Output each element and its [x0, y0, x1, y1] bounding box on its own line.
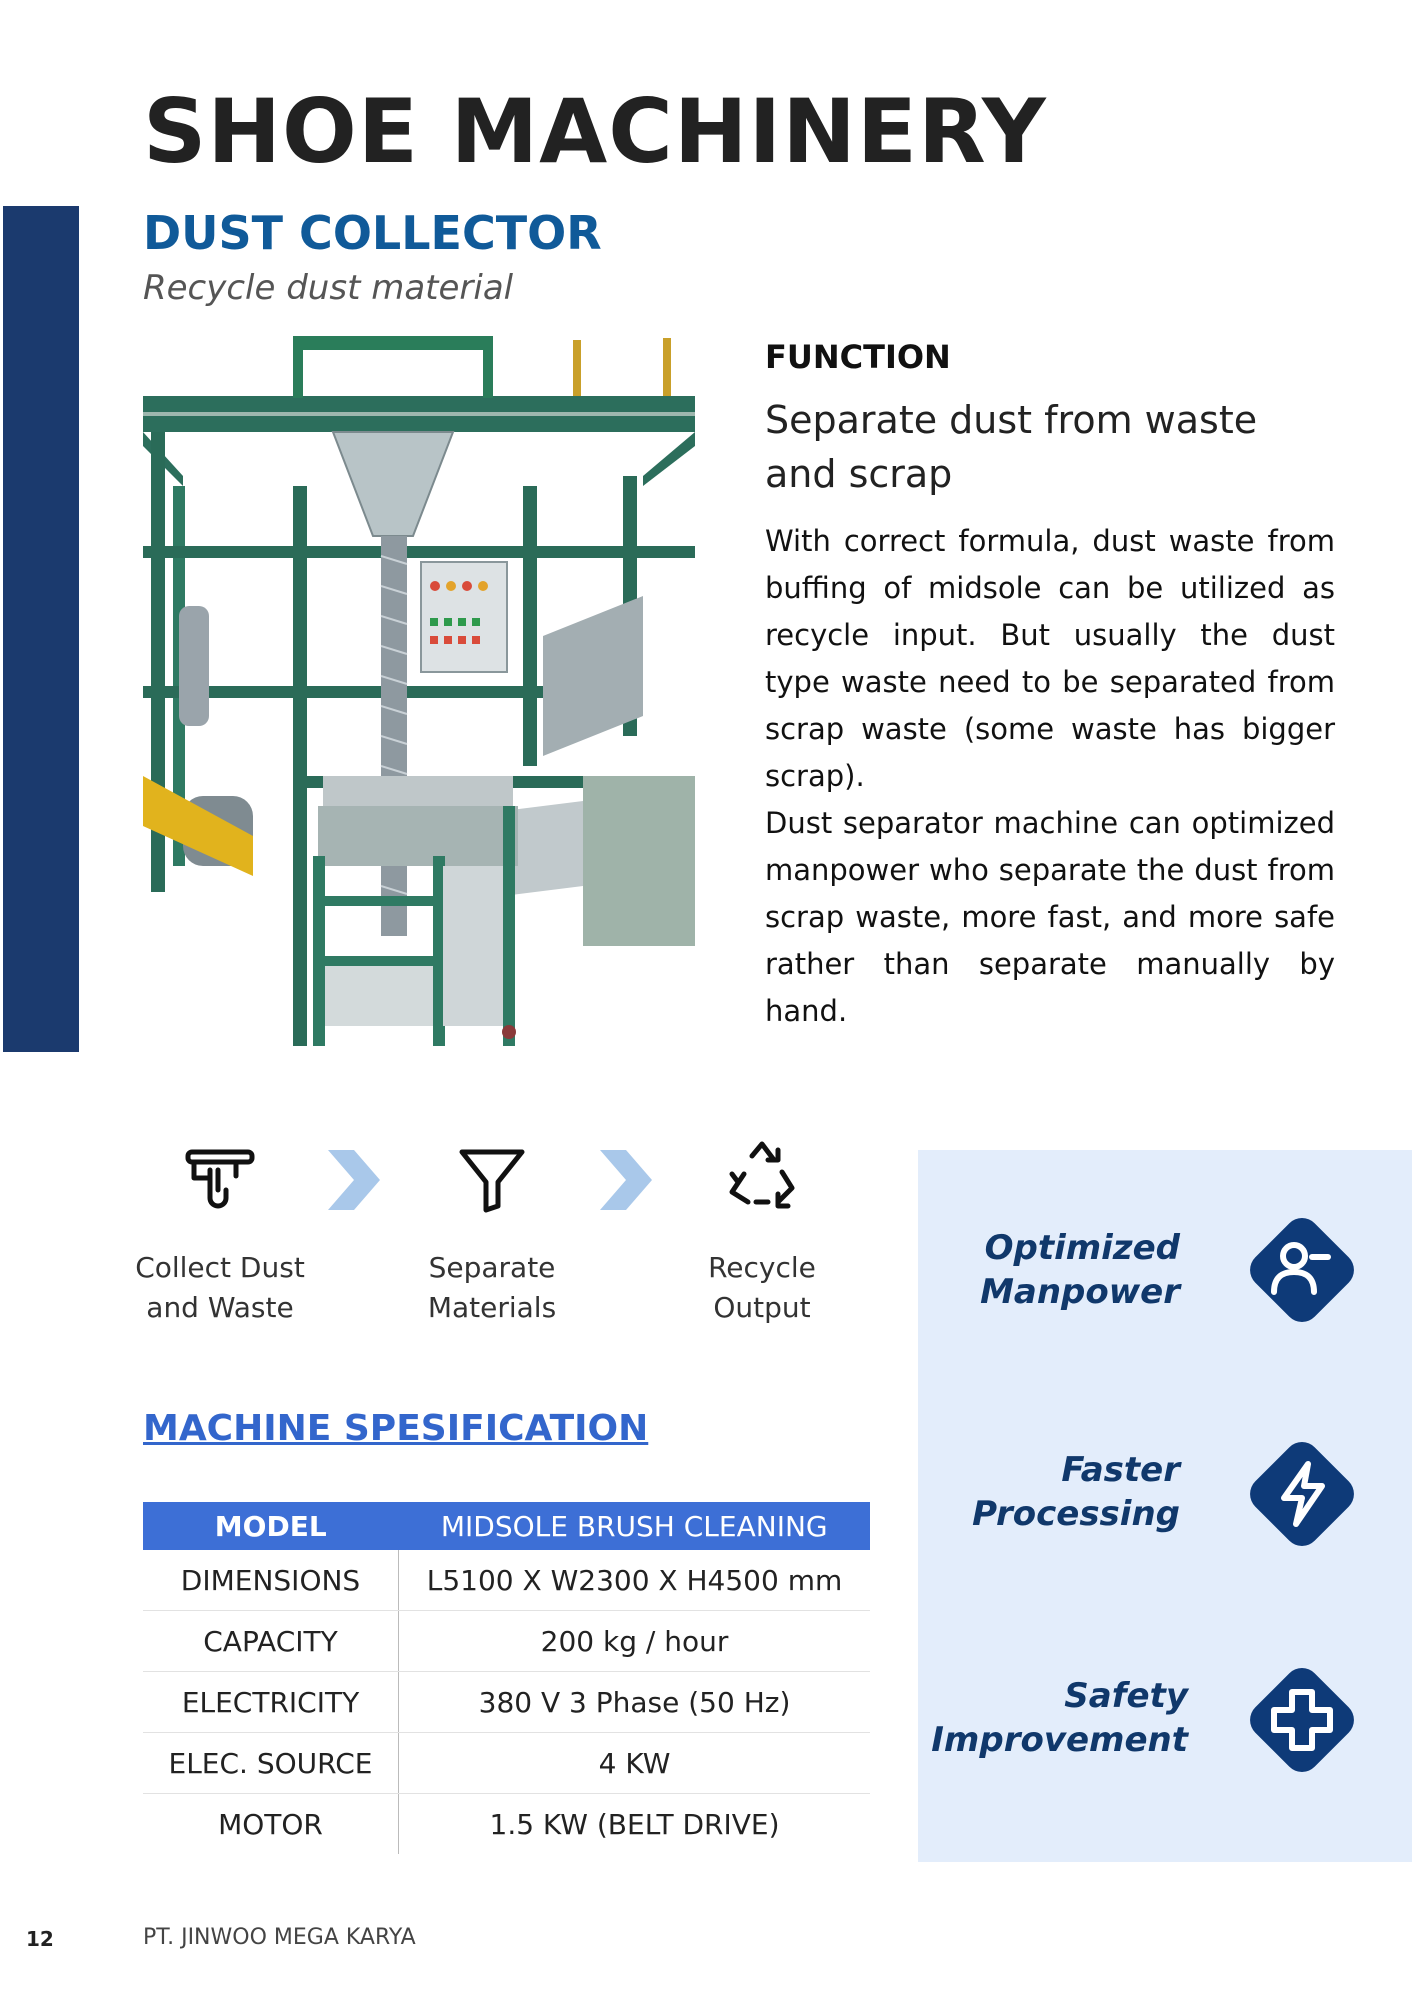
spec-row — [143, 1672, 870, 1733]
function-description — [765, 518, 1335, 1035]
product-subtitle: Recycle dust material — [143, 268, 514, 308]
funnel-icon — [452, 1140, 532, 1220]
spec-row — [143, 1550, 870, 1611]
plus-cross-icon — [1234, 1652, 1370, 1788]
function-heading: FUNCTION — [765, 338, 951, 376]
benefit-label-manpower: Optimized Manpower — [980, 1228, 1180, 1312]
spec-header-value: MIDSOLE BRUSH CLEANING — [399, 1502, 871, 1550]
step-label-separate: Separate Materials — [427, 1251, 557, 1324]
spec-key: ELECTRICITY — [143, 1672, 399, 1733]
benefit-label-safety: Safety Improvement — [931, 1676, 1188, 1760]
spec-row — [143, 1794, 870, 1855]
benefit-label-processing: Faster Processing — [972, 1450, 1180, 1534]
spec-value: 380 V 3 Phase (50 Hz) — [399, 1672, 871, 1733]
spec-key: CAPACITY — [143, 1611, 399, 1672]
spec-row — [143, 1733, 870, 1794]
function-lead: Separate dust from waste and scrap — [765, 398, 1258, 496]
product-title: DUST COLLECTOR — [143, 206, 602, 260]
recycle-icon — [722, 1136, 802, 1216]
spec-header-row — [143, 1502, 870, 1550]
step-label-collect: Collect Dust and Waste — [135, 1251, 305, 1324]
function-paragraph: Dust separator machine can optimized manpower who separate the dust from scrap waste, more fast, and more safe rather than separate manually by hand. — [765, 806, 1335, 1028]
side-accent-bar — [3, 206, 79, 1052]
spec-value: 1.5 KW (BELT DRIVE) — [489, 1807, 780, 1841]
user-minus-icon — [1234, 1202, 1370, 1338]
page-number: 12 — [26, 1927, 54, 1951]
spec-key: DIMENSIONS — [143, 1550, 399, 1611]
spec-header-key: MODEL — [143, 1502, 399, 1550]
chevron-right-icon — [598, 1148, 654, 1212]
spec-key: ELEC. SOURCE — [143, 1733, 399, 1794]
step-label-recycle: Recycle Output — [708, 1251, 816, 1324]
spec-heading: MACHINE SPESIFICATION — [143, 1408, 649, 1449]
chevron-right-icon — [326, 1148, 382, 1212]
function-paragraph: With correct formula, dust waste from buffing of midsole can be utilized as recycle input. But usually the dust type waste need to be separated from scrap waste (some waste has bigger scrap). — [765, 524, 1335, 793]
spec-row — [143, 1611, 870, 1672]
spec-value: L5100 X W2300 X H4500 mm — [399, 1550, 871, 1611]
spec-value: 200 kg / hour — [399, 1611, 871, 1672]
page-title: SHOE MACHINERY — [143, 80, 1047, 183]
dust-collector-icon — [180, 1140, 260, 1220]
spec-table — [143, 1502, 870, 1854]
machine-photo — [143, 336, 695, 1052]
company-name: PT. JINWOO MEGA KARYA — [143, 1925, 416, 1950]
lightning-icon — [1234, 1426, 1370, 1562]
spec-key: MOTOR — [143, 1794, 399, 1855]
spec-value: 4 KW — [399, 1733, 871, 1794]
